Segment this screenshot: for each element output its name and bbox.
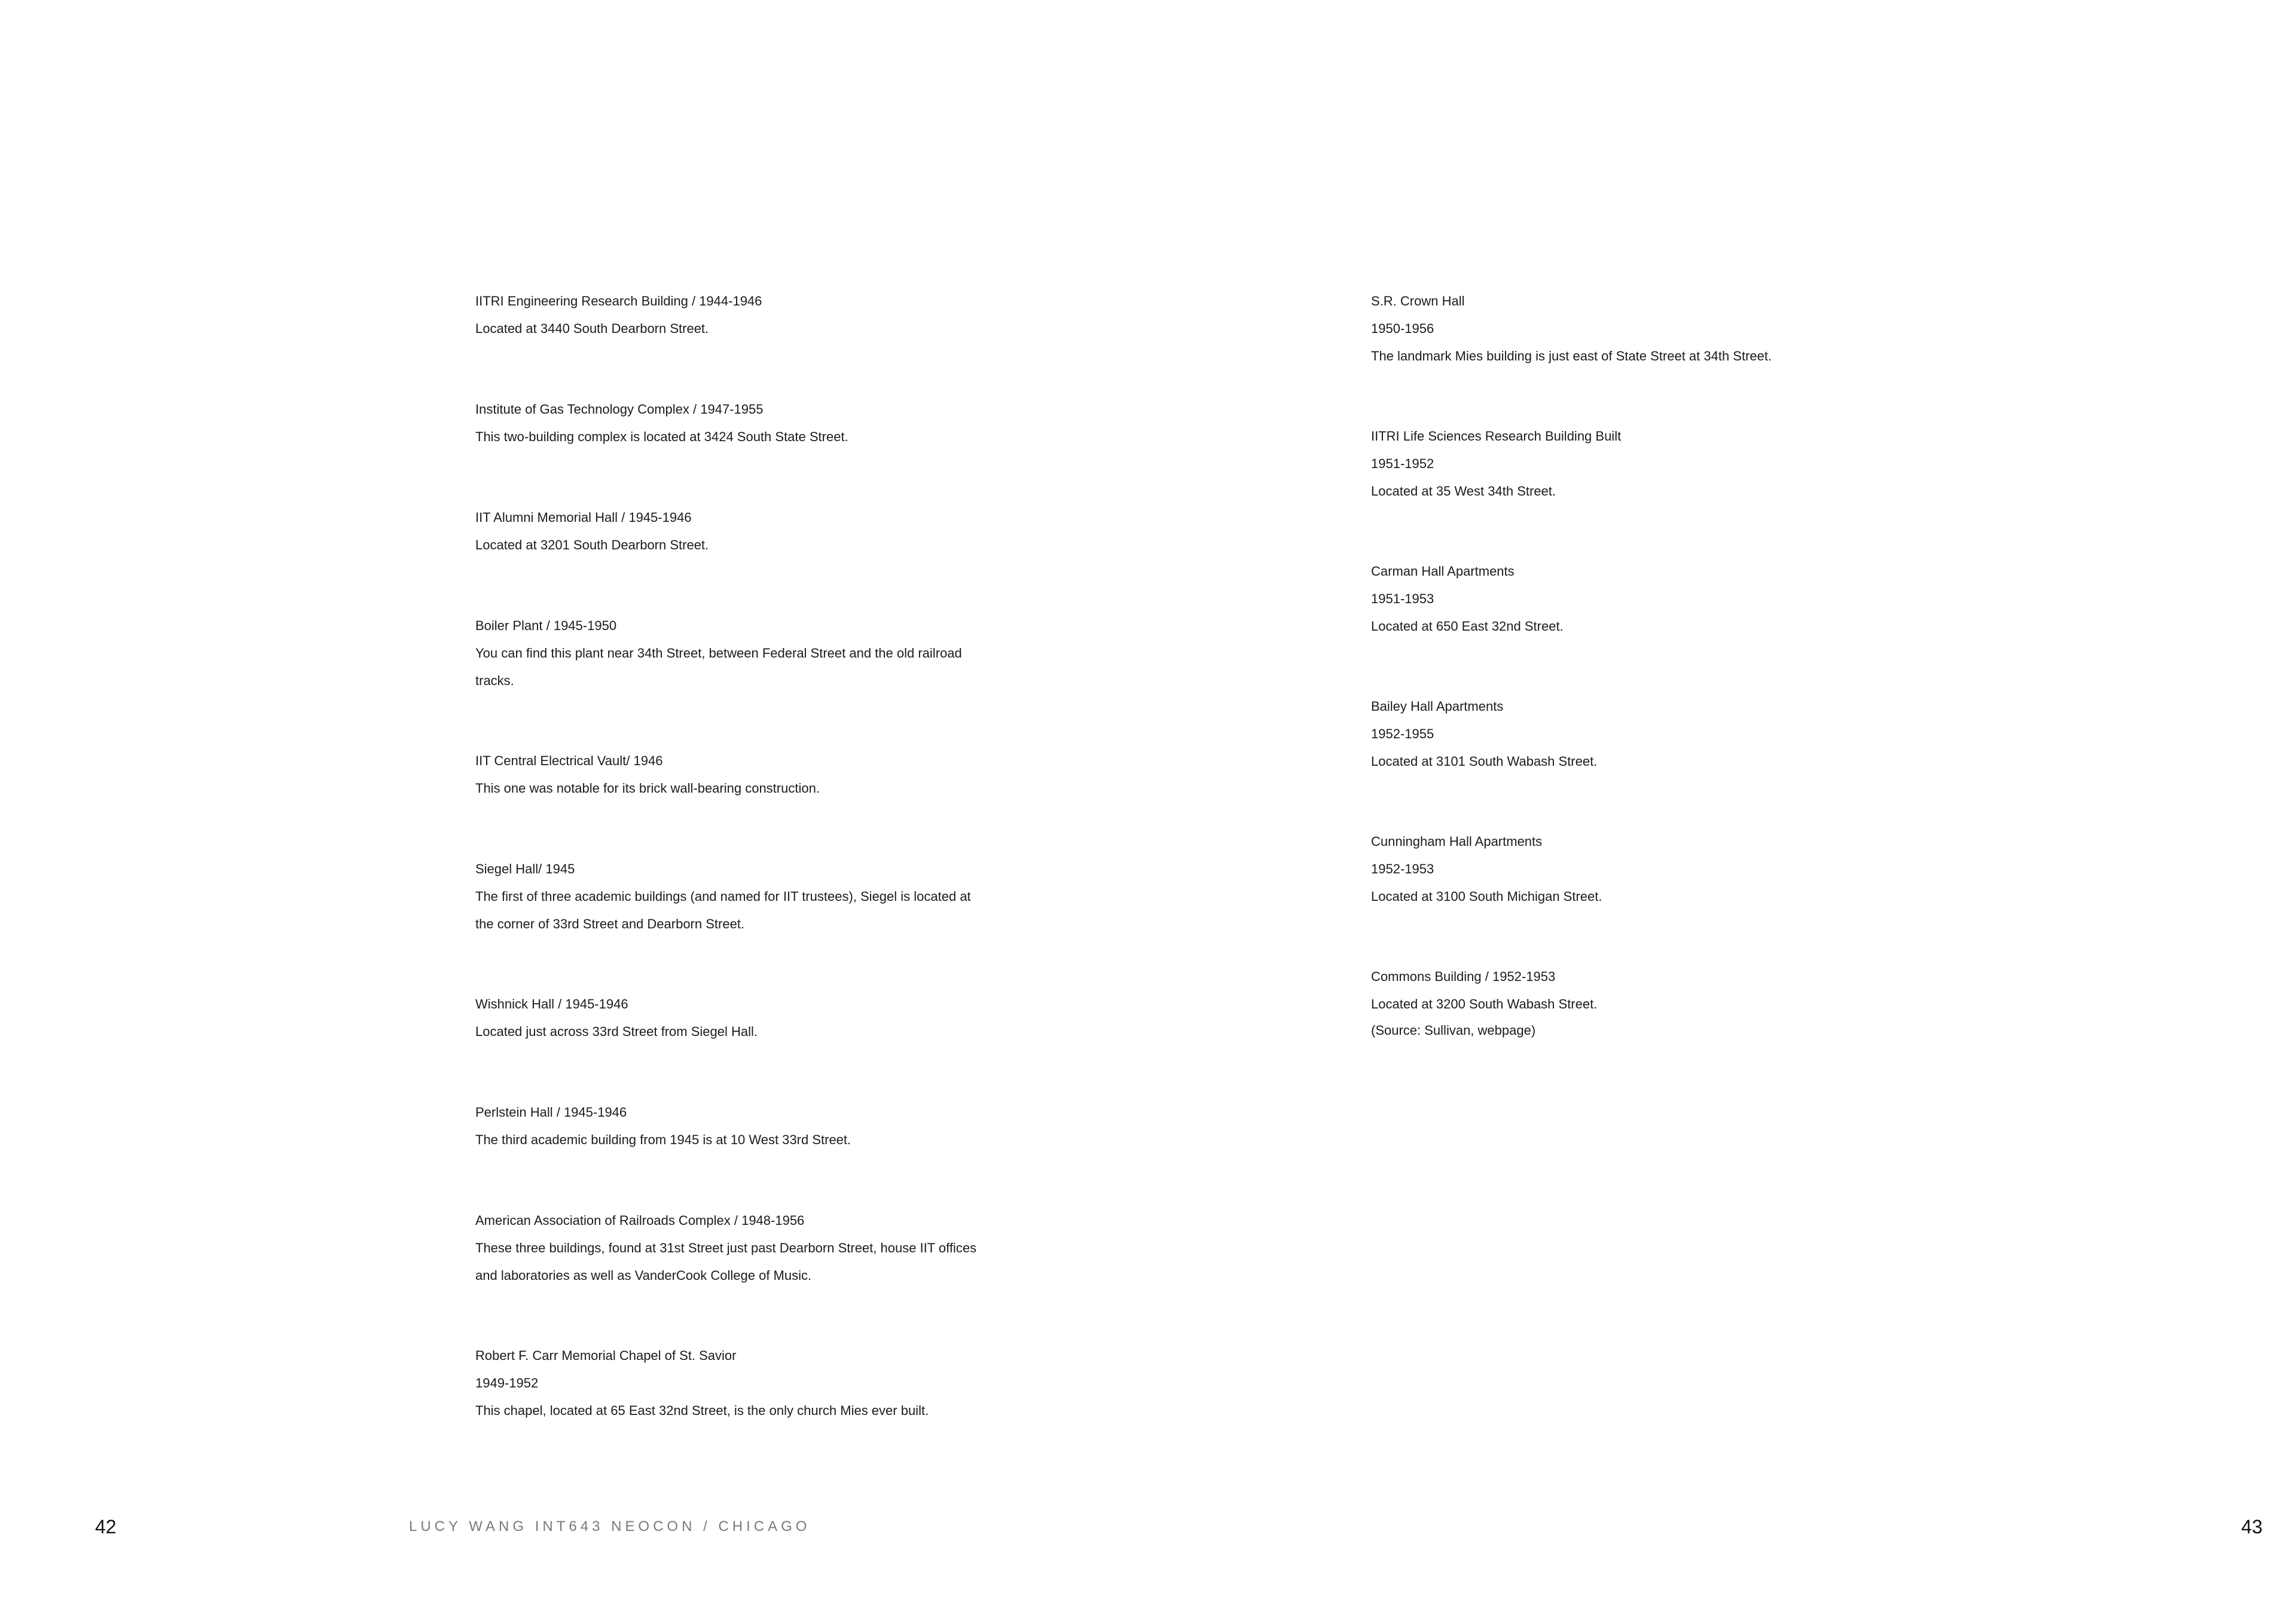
entry-dates: 1951-1952 bbox=[1371, 456, 1434, 471]
entry-description: Located at 3440 South Dearborn Street. bbox=[475, 321, 709, 336]
entry-title: Wishnick Hall / 1945-1946 bbox=[475, 997, 628, 1011]
building-entry bbox=[475, 504, 1013, 559]
building-entry bbox=[475, 396, 1013, 451]
building-entry bbox=[1371, 828, 1909, 910]
entry-description: Located at 3201 South Dearborn Street. bbox=[475, 537, 709, 552]
entry-description: This one was notable for its brick wall-bearing construction. bbox=[475, 781, 820, 796]
entry-description: Located at 3200 South Wabash Street. bbox=[1371, 997, 1598, 1011]
entry-dates: 1952-1953 bbox=[1371, 861, 1434, 876]
entry-title: S.R. Crown Hall bbox=[1371, 294, 1465, 308]
building-entry bbox=[1371, 558, 1909, 640]
entry-description: Located at 3100 South Michigan Street. bbox=[1371, 889, 1602, 904]
entry-dates: 1949-1952 bbox=[475, 1376, 539, 1390]
right-page bbox=[1148, 0, 2296, 1623]
entry-description: Located at 3101 South Wabash Street. bbox=[1371, 754, 1598, 769]
entry-title: Boiler Plant / 1945-1950 bbox=[475, 618, 617, 633]
entry-title: IIT Central Electrical Vault/ 1946 bbox=[475, 753, 663, 768]
page-number-left: 42 bbox=[95, 1516, 117, 1538]
entry-description: the corner of 33rd Street and Dearborn Street. bbox=[475, 916, 745, 931]
building-entry bbox=[475, 288, 1013, 343]
entry-description: These three buildings, found at 31st Street just past Dearborn Street, house IIT offices bbox=[475, 1240, 977, 1255]
entry-description: The third academic building from 1945 is at 10 West 33rd Street. bbox=[475, 1132, 851, 1147]
entry-title: Robert F. Carr Memorial Chapel of St. Savior bbox=[475, 1348, 737, 1363]
entry-title: Commons Building / 1952-1953 bbox=[1371, 969, 1556, 984]
source-citation: (Source: Sullivan, webpage) bbox=[1371, 1023, 1536, 1038]
entry-description: Located just across 33rd Street from Siegel Hall. bbox=[475, 1024, 758, 1039]
entry-title: American Association of Railroads Complex / 1948-1956 bbox=[475, 1213, 805, 1228]
entry-description: Located at 650 East 32nd Street. bbox=[1371, 619, 1564, 634]
building-entry bbox=[475, 747, 1013, 802]
entry-dates: 1950-1956 bbox=[1371, 321, 1434, 336]
entry-description: The landmark Mies building is just east of State Street at 34th Street. bbox=[1371, 349, 1772, 363]
entry-description: The first of three academic buildings (and named for IIT trustees), Siegel is located at bbox=[475, 889, 971, 904]
entry-title: IITRI Engineering Research Building / 1944-1946 bbox=[475, 294, 762, 308]
building-entry bbox=[475, 991, 1013, 1046]
entry-title: Institute of Gas Technology Complex / 1947-1955 bbox=[475, 402, 764, 417]
entry-description: Located at 35 West 34th Street. bbox=[1371, 484, 1556, 499]
entry-description: tracks. bbox=[475, 673, 514, 688]
entry-description: This chapel, located at 65 East 32nd Street, is the only church Mies ever built. bbox=[475, 1403, 929, 1418]
entry-description: and laboratories as well as VanderCook College of Music. bbox=[475, 1268, 812, 1283]
entry-description: You can find this plant near 34th Street, between Federal Street and the old railroad bbox=[475, 646, 962, 661]
entry-title: IITRI Life Sciences Research Building Built bbox=[1371, 429, 1622, 444]
building-entry bbox=[1371, 963, 1909, 1018]
entry-title: Cunningham Hall Apartments bbox=[1371, 834, 1543, 849]
building-entry bbox=[475, 1207, 1013, 1289]
entry-dates: 1951-1953 bbox=[1371, 591, 1434, 606]
building-entry bbox=[1371, 693, 1909, 775]
entry-dates: 1952-1955 bbox=[1371, 726, 1434, 741]
page-number-right: 43 bbox=[2241, 1516, 2263, 1538]
entry-description: This two-building complex is located at 3424 South State Street. bbox=[475, 429, 848, 444]
building-entry bbox=[475, 1099, 1013, 1154]
entry-title: Bailey Hall Apartments bbox=[1371, 699, 1504, 714]
building-entry bbox=[475, 855, 1013, 938]
entry-title: Perlstein Hall / 1945-1946 bbox=[475, 1105, 627, 1120]
running-footer: LUCY WANG INT643 NEOCON / CHICAGO bbox=[409, 1518, 811, 1535]
building-entry bbox=[475, 612, 1013, 695]
building-entry bbox=[475, 1342, 1013, 1425]
entry-title: IIT Alumni Memorial Hall / 1945-1946 bbox=[475, 510, 692, 525]
building-entry bbox=[1371, 423, 1909, 505]
entry-title: Siegel Hall/ 1945 bbox=[475, 861, 575, 876]
building-entry bbox=[1371, 288, 1909, 370]
entry-title: Carman Hall Apartments bbox=[1371, 564, 1515, 579]
